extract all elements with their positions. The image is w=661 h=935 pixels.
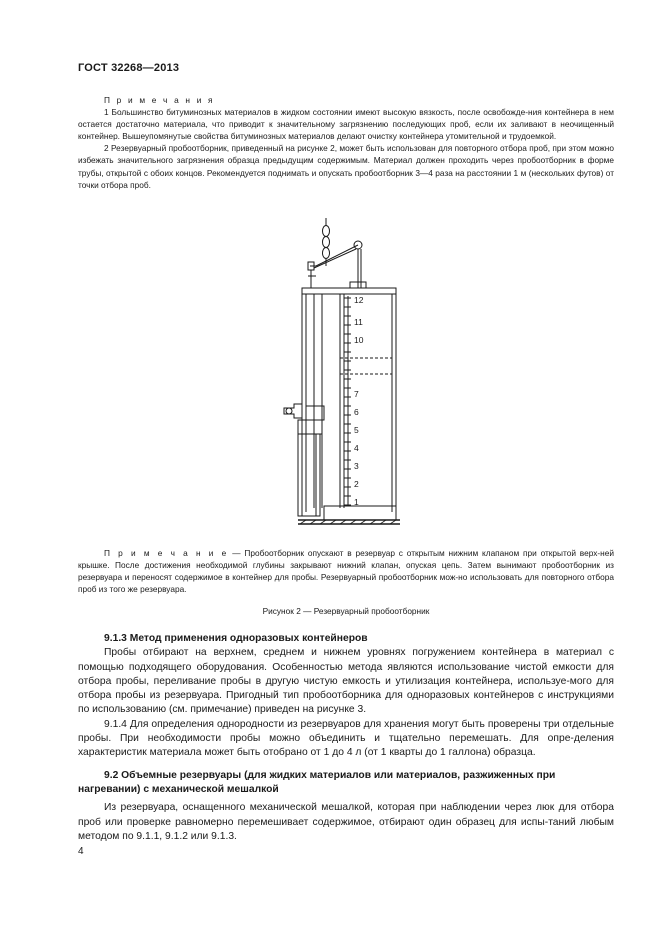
section-9-2-text: Из резервуара, оснащенного механической мешалкой, которая при наблюдении через люк для отбора проб или проверке равномерно перемешивает содержимое, отбирают один образец для испы-таний любым методом по 9.1.1, 9.1.2 или 9.1.3.	[78, 802, 614, 842]
notes-heading: П р и м е ч а н и я	[104, 95, 215, 105]
note-item-2: 2 Резервуарный пробоотборник, приведенный на рисунке 2, может быть использован для повторного отбора проб, при этом можно избежать значительного загрязнения образца предыдущим содержимым. Материал должен проходить через пробоотборник в форме трубы, открытой с обоих концов. Рекомендуется поднимать и опускать пробоотборник 3—4 раза на расстоянии 1 м (нескольких футов) от точки отбора проб.	[78, 143, 614, 190]
notes-block	[78, 94, 614, 191]
figure-note	[78, 547, 614, 595]
bottom-canister	[298, 434, 320, 516]
scale-label: 2	[354, 479, 359, 489]
main-text	[78, 632, 614, 844]
scale-label: 1	[354, 497, 359, 507]
chain-drawing	[323, 218, 330, 266]
scale-label: 4	[354, 443, 359, 453]
scale-label: 5	[354, 425, 359, 435]
top-cap	[302, 288, 396, 294]
scale-label: 10	[354, 335, 364, 345]
note-item-1: 1 Большинство битуминозных материалов в жидком состоянии имеют высокую вязкость, после освобожде-ния контейнера в нем остается достаточно материала, что приводит к значительному загрязнению последующих проб, если их заливают в неочищенный контейнер. Вышеупомянутые свойства битуминозных материалов делают очистку контейнера утомительной и трудоемкой.	[78, 107, 614, 142]
section-9-1-4-text: 9.1.4 Для определения однородности из резервуаров для хранения могут быть проверены три отдельные пробы. При необходимости пробы можно объединить и тщательно перемешать. Для опре-деления характеристик материала может быть отобрано от 1 до 4 л (от 1 кварты до 1 галлона) образца.	[78, 718, 614, 759]
scale-label: 7	[354, 389, 359, 399]
scale-labels	[354, 295, 364, 507]
section-9-2-heading: 9.2 Объемные резервуары (для жидких материалов или материалов, разжиженных при нагревании) с механической мешалкой	[78, 769, 556, 795]
figure-note-label: П р и м е ч а н и е	[104, 548, 229, 558]
section-9-1-3-heading: 9.1.3 Метод применения одноразовых контейнеров	[104, 633, 368, 644]
scale-label: 11	[354, 317, 363, 327]
side-handle	[284, 404, 324, 434]
bottom-valve	[324, 506, 396, 520]
page-number: 4	[78, 846, 84, 857]
section-9-1-3-text: Пробы отбирают на верхнем, среднем и нижнем уровнях погружением контейнера в материал с помощью подходящего оборудования. Особенностью метода являются использование чистой емкости для отбора пробы, переливание пробы в другую чистую емкость и утилизация контейнера, используе-мого для отбора пробы из резервуара. Пригодный тип пробоотборника для одноразовых контейнеров с инструкциями по использованию (см. примечание) приведен на рисунке 3.	[78, 647, 614, 716]
scale-label: 12	[354, 295, 364, 305]
lever-mechanism	[308, 241, 362, 288]
standard-header: ГОСТ 32268—2013	[78, 62, 180, 74]
reservoir-sampler-figure	[258, 218, 418, 540]
scale-label: 6	[354, 407, 359, 417]
scale-label: 3	[354, 461, 359, 471]
figure-caption: Рисунок 2 — Резервуарный пробоотборник	[262, 606, 430, 616]
figure-note-text: — Пробоотборник опускают в резервуар с открытым нижним клапаном при открытой верх-ней крышке. После достижения необходимой глубины закрывают нижний клапан, опуская цепь. Затем вынимают пробоотборник из резервуара и переносят содержимое в контейнер для пробы. Резервуарный пробоотборник мож-но использовать для повторного отбора проб из того же резервуара.	[78, 548, 614, 594]
